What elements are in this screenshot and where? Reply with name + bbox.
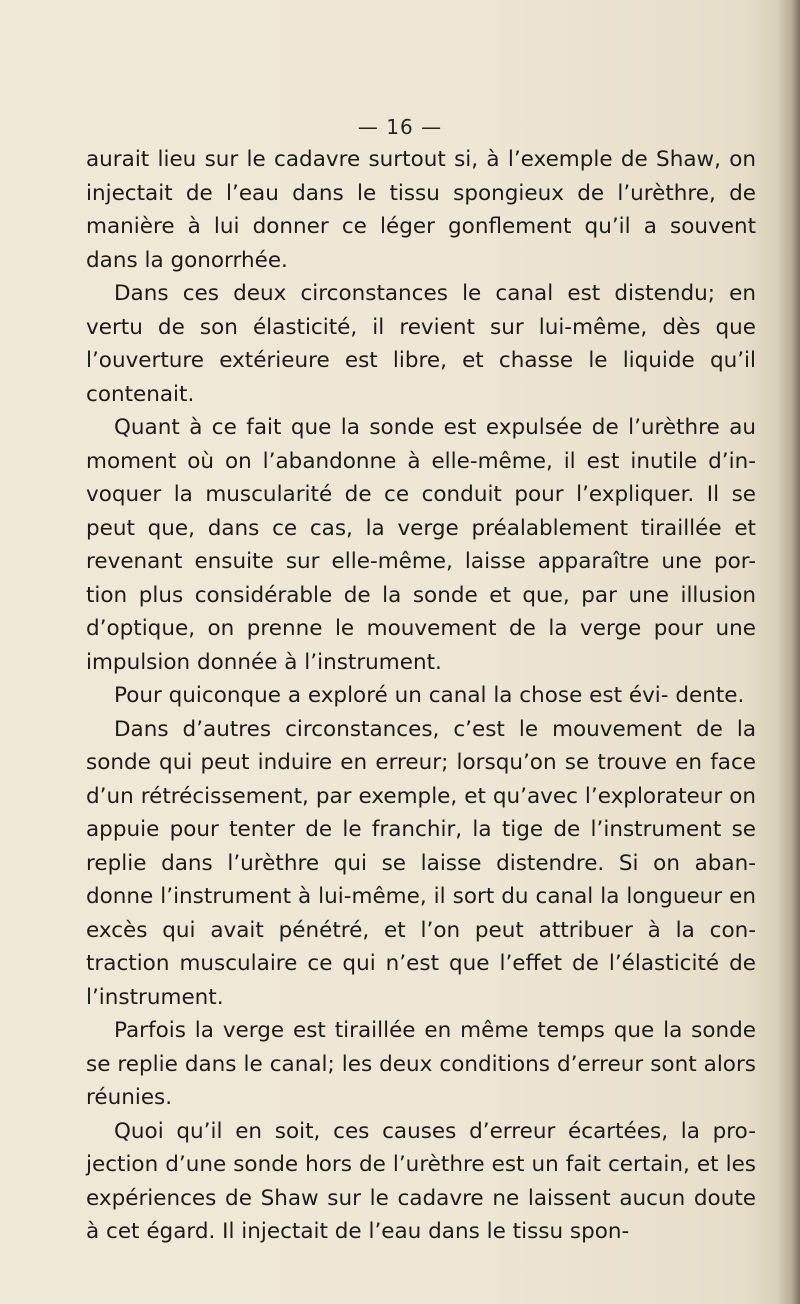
body-text	[86, 143, 756, 1249]
paragraph: Quant à ce fait que la sonde est expulsée de l’urèthre au moment où on l’abandonne à elle-même, il est inutile d’in- voquer la muscularité de ce conduit pour l’expliquer. Il se peut que, dans ce cas, la verge préalablement tiraillée et revenant ensuite sur elle-même, laisse apparaître une por- tion plus considérable de la sonde et que, par une illusion d’optique, on prenne le mouvement de la verge pour une impulsion donnée à l’instrument.	[86, 415, 756, 675]
paragraph: Dans d’autres circonstances, c’est le mouvement de la sonde qui peut induire en erreur; lorsqu’on se trouve en face d’un rétrécissement, par exemple, et qu’avec l’explorateur on appuie pour tenter de le franchir, la tige de l’instrument se replie dans l’urèthre qui se laisse distendre. Si on aban- donne l’instrument à lui-même, il sort du canal la longueur en excès qui avait pénétré, et l’on peut attribuer à la con- traction musculaire ce qui n’est que l’effet de l’élasticité de l’instrument.	[86, 716, 756, 1010]
paragraph: Quoi qu’il en soit, ces causes d’erreur écartées, la pro- jection d’une sonde hors de l’urèthre est un fait certain, et les expériences de Shaw sur le cadavre ne laissent aucun doute à cet égard. Il injectait de l’eau dans le tissu spon-	[86, 1118, 756, 1244]
paragraph-continuation: aurait lieu sur le cadavre surtout si, à l’exemple de Shaw, on injectait de l’eau dans le tissu spongieux de l’urèthre, de manière à lui donner ce léger gonflement qu’il a souvent dans la gonorrhée.	[86, 147, 756, 273]
page-number: — 16 —	[357, 115, 443, 139]
paragraph: Pour quiconque a exploré un canal la chose est évi- dente.	[114, 683, 745, 708]
paragraph: Parfois la verge est tiraillée en même temps que la sonde se replie dans le canal; les deux conditions d’erreur sont alors réunies.	[86, 1018, 756, 1110]
paragraph: Dans ces deux circonstances le canal est distendu; en vertu de son élasticité, il revient sur lui-même, dès que l’ouverture extérieure est libre, et chasse le liquide qu’il contenait.	[86, 281, 756, 407]
page-edge-shadow	[778, 0, 800, 1304]
